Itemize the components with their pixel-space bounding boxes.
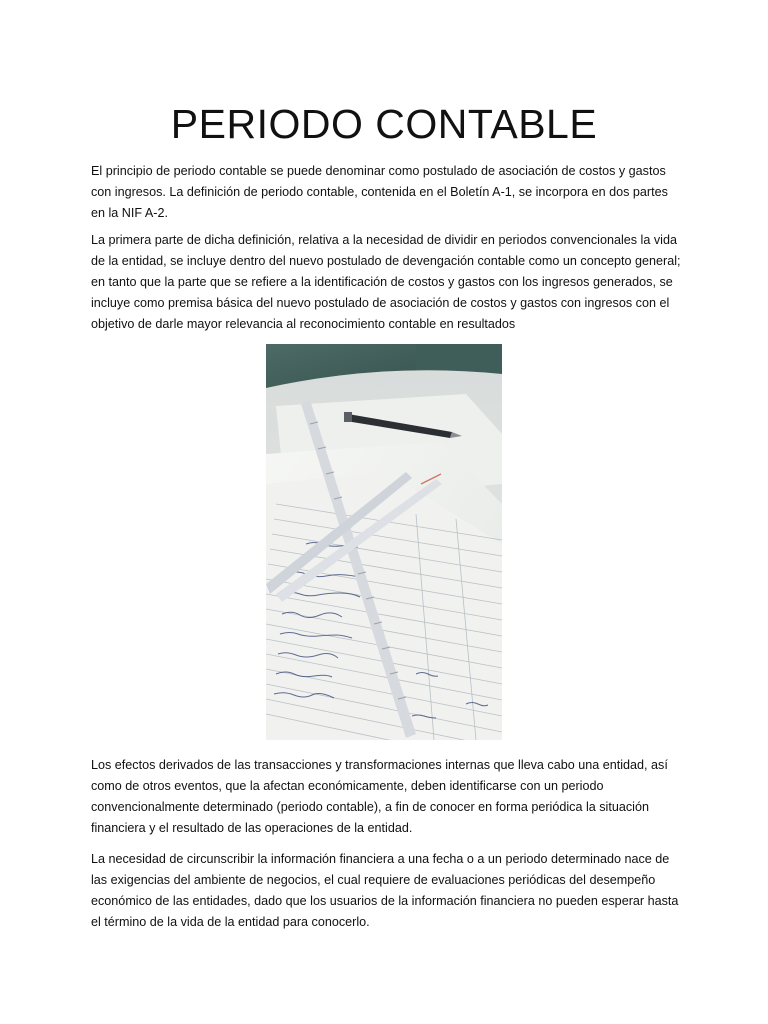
page-title: PERIODO CONTABLE bbox=[170, 101, 598, 147]
paragraph-3: Los efectos derivados de las transacciones y transformaciones internas que lleva cabo una entidad, así como de otros eventos, que la afectan económicamente, deben identificarse con un periodo convencionalmente determinado (periodo contable), a fin de conocer en forma periódica la situación financiera y el resultado de las operaciones de la entidad. bbox=[91, 758, 668, 835]
paragraph-2: La primera parte de dicha definición, relativa a la necesidad de dividir en periodos convencionales la vida de la entidad, se incluye dentro del nuevo postulado de devengación contable como un concepto general; en tanto que la parte que se refiere a la identificación de costos y gastos con los ingresos generados, se incluye como premisa básica del nuevo postulado de asociación de costos y gastos con ingresos con el objetivo de darle mayor relevancia al reconocimiento contable en resultados bbox=[91, 233, 681, 331]
paragraph-1: El principio de periodo contable se puede denominar como postulado de asociación de costos y gastos con ingresos. La definición de periodo contable, contenida en el Boletín A-1, se incorpora en dos partes en la NIF A-2. bbox=[91, 164, 668, 220]
accounting-sheets-photo bbox=[266, 344, 502, 740]
paragraph-4: La necesidad de circunscribir la información financiera a una fecha o a un periodo determinado nace de las exigencias del ambiente de negocios, el cual requiere de evaluaciones periódicas del desempeño económico de las entidades, dado que los usuarios de la información financiera no pueden esperar hasta el término de la vida de la entidad para conocerlo. bbox=[91, 852, 679, 929]
photo-of-accounting-sheets-icon bbox=[266, 344, 502, 740]
